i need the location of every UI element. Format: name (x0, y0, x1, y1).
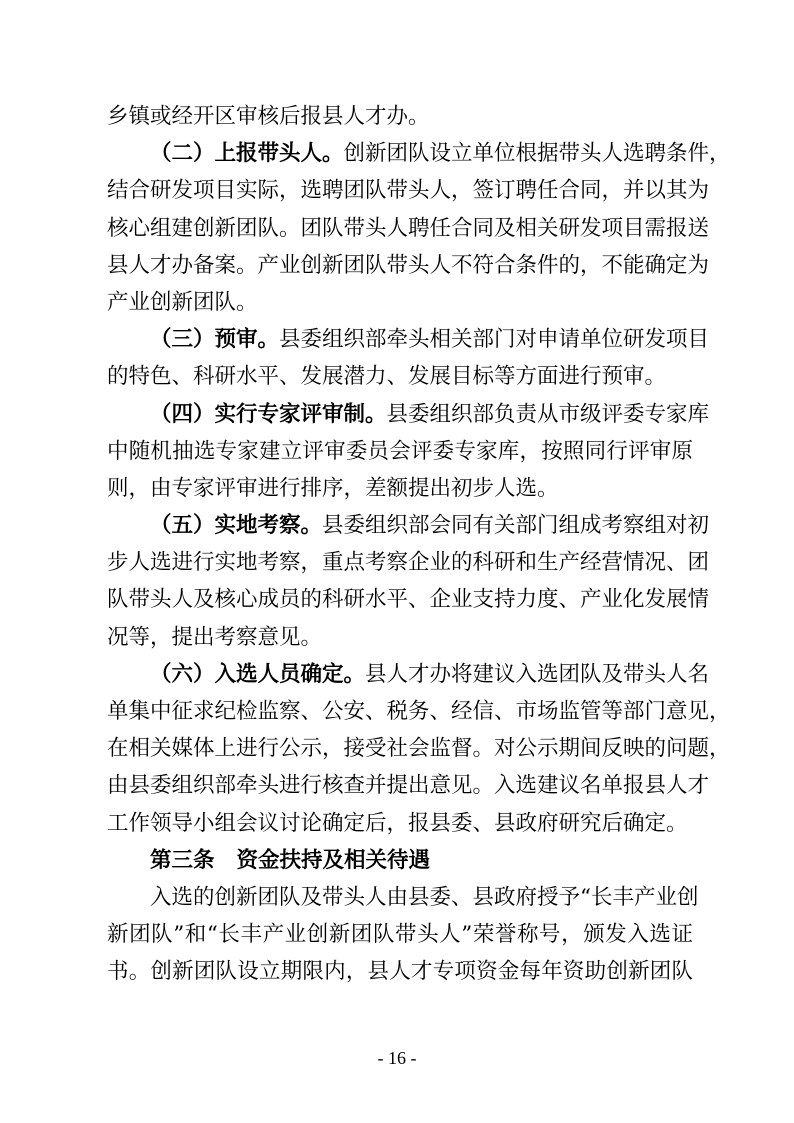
article-title: 资金扶持及相关待遇 (236, 847, 431, 873)
paragraph-line: 由县委组织部牵头进行核查并提出意见。入选建议名单报县人才 (107, 773, 710, 799)
section-6-text: 县人才办将建议入选团队及带头人名 (365, 661, 710, 687)
section-2-heading: （二）上报带头人。 (150, 141, 344, 167)
paragraph-line: 核心组建创新团队。团队带头人聘任合同及相关研发项目需报送 (107, 215, 710, 241)
paragraph-line: 中随机抽选专家建立评审委员会评委专家库，按照同行评审原 (107, 438, 693, 464)
article-heading (107, 842, 693, 879)
section-6-heading: （六）入选人员确定。 (150, 661, 366, 687)
page-number: - 16 - (377, 1048, 417, 1068)
paragraph-line: 步人选进行实地考察，重点考察企业的科研和生产经营情况、团 (107, 550, 710, 576)
paragraph-line: 在相关媒体上进行公示，接受社会监督。对公示期间反映的问题， (107, 736, 731, 762)
paragraph-line: 单集中征求纪检监察、公安、税务、经信、市场监管等部门意见， (107, 699, 731, 724)
section-4-line (107, 396, 710, 433)
section-4-text: 县委组织部负责从市级评委专家库 (386, 401, 710, 427)
section-4-heading: （四）实行专家评审制。 (150, 401, 387, 427)
paragraph-line: 的特色、科研水平、发展潜力、发展目标等方面进行预审。 (107, 364, 667, 390)
section-2-line (107, 135, 731, 172)
section-5-heading: （五）实地考察。 (150, 513, 323, 539)
article-number: 第三条 (150, 847, 215, 873)
paragraph-line: 县人才办备案。产业创新团队带头人不符合条件的，不能确定为 (107, 252, 710, 278)
paragraph-line: 队带头人及核心成员的科研水平、企业支持力度、产业化发展情 (107, 587, 710, 613)
paragraph-line: 入选的创新团队及带头人由县委、县政府授予“长丰产业创 (150, 884, 699, 910)
section-6-line (107, 656, 710, 693)
section-3-text: 县委组织部牵头相关部门对申请单位研发项目 (279, 327, 710, 353)
section-2-text: 创新团队设立单位根据带头人选聘条件， (343, 141, 731, 167)
paragraph-line: 则，由专家评审进行排序，差额提出初步人选。 (107, 475, 559, 501)
paragraph-line: 工作领导小组会议讨论确定后，报县委、县政府研究后确定。 (107, 810, 688, 836)
paragraph-line: 新团队”和“长丰产业创新团队带头人”荣誉称号，颁发入选证 (107, 922, 693, 948)
paragraph-line: 结合研发项目实际，选聘团队带头人，签订聘任合同，并以其为 (107, 178, 710, 204)
paragraph-line: 产业创新团队。 (107, 289, 258, 315)
section-5-line (107, 507, 710, 544)
paragraph-line: 书。创新团队设立期限内，县人才专项资金每年资助创新团队 (107, 959, 693, 985)
section-3-heading: （三）预审。 (150, 327, 280, 353)
document-body (107, 98, 731, 991)
section-5-text: 县委组织部会同有关部门组成考察组对初 (322, 513, 710, 539)
paragraph-line: 况等，提出考察意见。 (107, 624, 323, 650)
section-3-line (107, 321, 710, 358)
paragraph-line: 乡镇或经开区审核后报县人才办。 (107, 104, 430, 129)
